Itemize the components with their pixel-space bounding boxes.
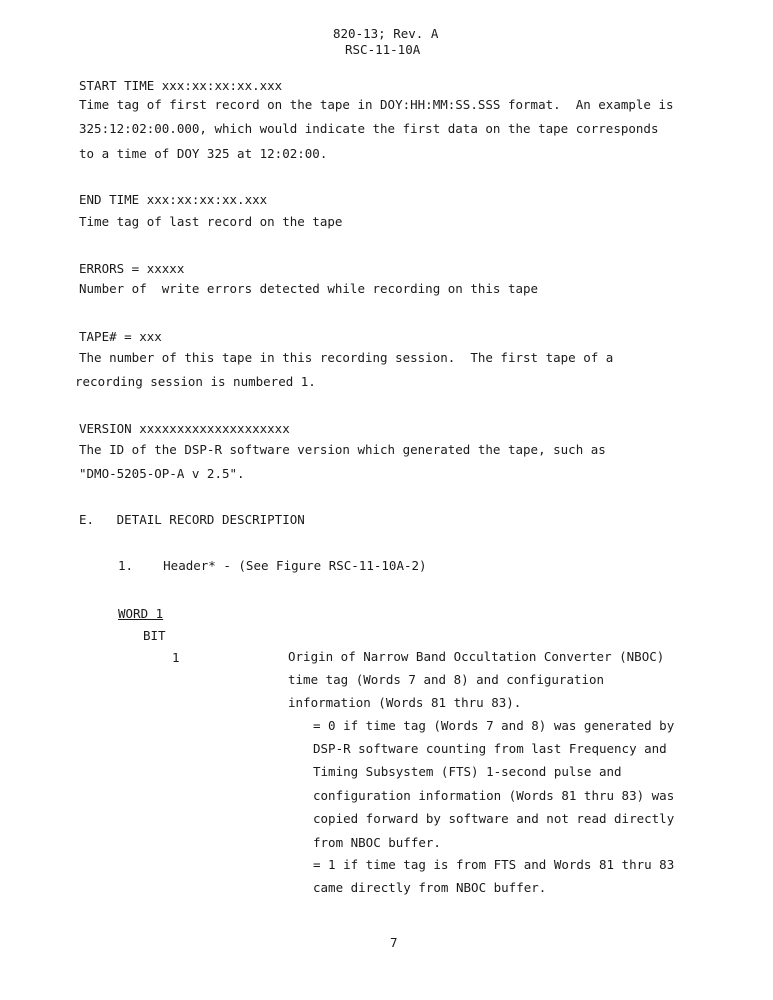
page-number: 7 (390, 935, 398, 950)
header-item: 1. Header* - (See Figure RSC-11-10A-2) (118, 558, 427, 573)
bit-description-line: time tag (Words 7 and 8) and configuration (288, 672, 605, 687)
tape-desc-line: recording session is numbered 1. (75, 374, 316, 389)
value-zero-line: = 0 if time tag (Words 7 and 8) was generated by (313, 718, 675, 733)
bit-number: 1 (172, 650, 180, 665)
value-zero-line: DSP-R software counting from last Frequency and (313, 741, 667, 756)
end-time-desc-line: Time tag of last record on the tape (79, 214, 343, 229)
start-time-desc-line: 325:12:02:00.000, which would indicate the first data on the tape corresponds (79, 121, 659, 136)
version-label: VERSION xxxxxxxxxxxxxxxxxxxx (79, 421, 290, 436)
bit-label: BIT (143, 628, 166, 643)
start-time-desc-line: to a time of DOY 325 at 12:02:00. (79, 146, 328, 161)
word-heading: WORD 1 (118, 606, 164, 621)
document-number: 820-13; Rev. A (333, 26, 439, 41)
errors-desc-line: Number of write errors detected while recording on this tape (79, 281, 539, 296)
value-one-line: = 1 if time tag is from FTS and Words 81 thru 83 (313, 857, 675, 872)
start-time-label: START TIME xxx:xx:xx:xx.xxx (79, 78, 283, 93)
version-desc-line: "DMO-5205-OP-A v 2.5". (79, 466, 245, 481)
bit-description-line: information (Words 81 thru 83). (288, 695, 522, 710)
value-zero-line: Timing Subsystem (FTS) 1-second pulse and (313, 764, 622, 779)
value-zero-line: copied forward by software and not read directly (313, 811, 675, 826)
section-heading: E. DETAIL RECORD DESCRIPTION (79, 512, 305, 527)
errors-label: ERRORS = xxxxx (79, 261, 185, 276)
bit-description-line: Origin of Narrow Band Occultation Converter (NBOC) (288, 649, 665, 664)
end-time-label: END TIME xxx:xx:xx:xx.xxx (79, 192, 268, 207)
value-zero-line: from NBOC buffer. (313, 835, 441, 850)
start-time-desc-line: Time tag of first record on the tape in DOY:HH:MM:SS.SSS format. An example is (79, 97, 674, 112)
tape-desc-line: The number of this tape in this recording session. The first tape of a (79, 350, 614, 365)
value-one-line: came directly from NBOC buffer. (313, 880, 547, 895)
version-desc-line: The ID of the DSP-R software version which generated the tape, such as (79, 442, 606, 457)
value-zero-line: configuration information (Words 81 thru 83) was (313, 788, 675, 803)
tape-label: TAPE# = xxx (79, 329, 162, 344)
document-id: RSC-11-10A (345, 42, 421, 57)
